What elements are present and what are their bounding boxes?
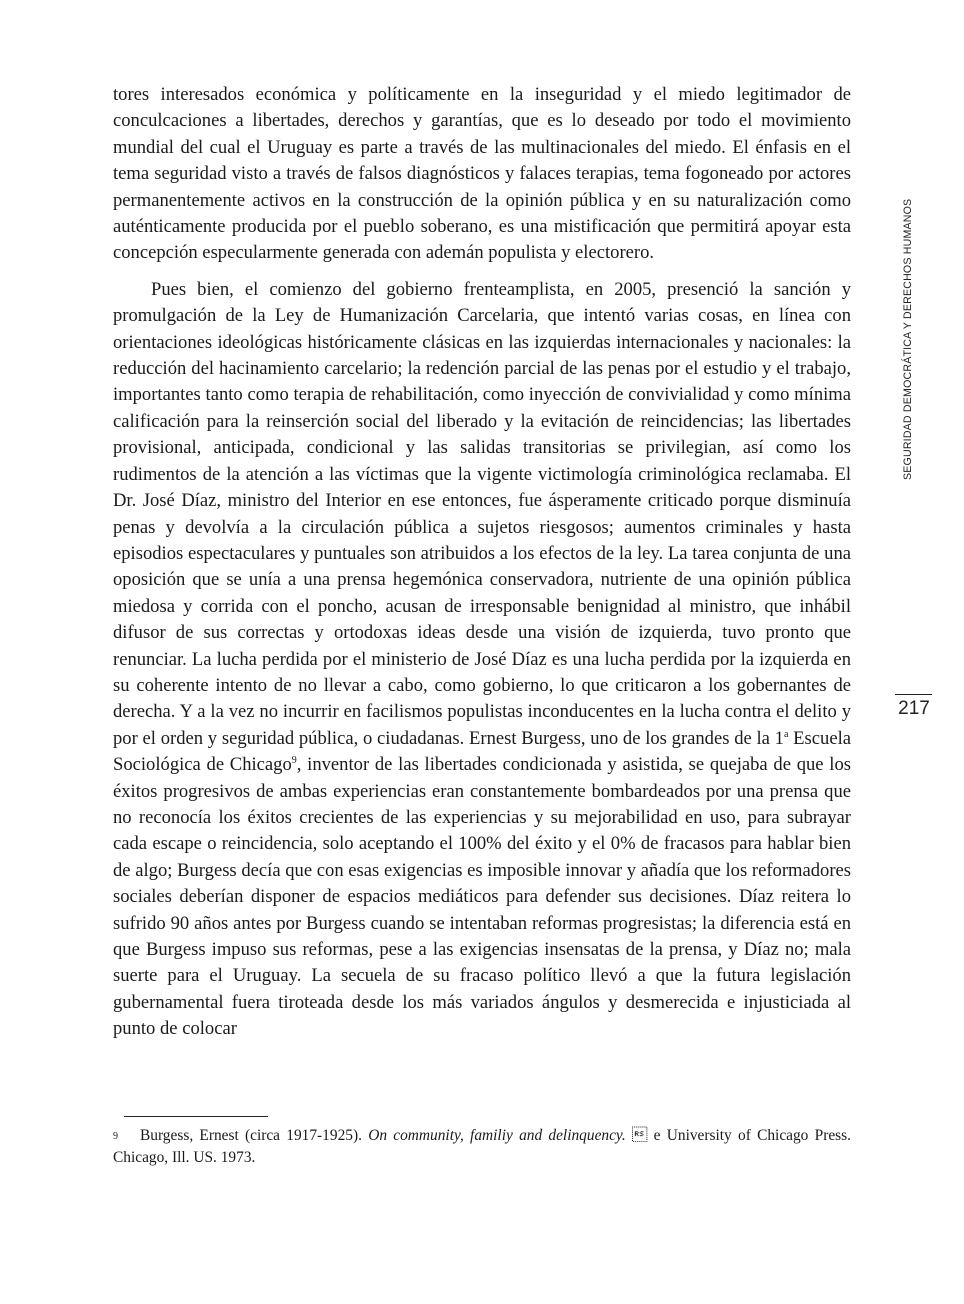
page-number: 217 [898,698,930,719]
paragraph-2 [113,277,851,1043]
footnote-title: On community, familiy and delinquency. [368,1127,626,1144]
footnote-rule [124,1116,268,1117]
footnote [113,1125,851,1169]
footnote-text-a: Burgess, Ernest (circa 1917-1925). [140,1127,369,1144]
footnote-text-b: e University of Chicago Press. Chicago, Ill. US. 1973. [113,1127,851,1166]
running-head: SEGURIDAD DEMOCRÁTICA Y DERECHOS HUMANOS [902,198,914,480]
paragraph-2-text-c: , inventor de las libertades condicionada y asistida, se quejaba de que los éxitos progresivos de ambas experiencias eran constantemente bombardeados por una prensa que no reconocía los éxitos crecientes de las experiencias y su mejorabilidad en uso, para subrayar cada escape o reincidencia, solo aceptando el 100% del éxito y el 0% de fracasos para hablar bien de algo; Burgess decía que con esas exigencias es imposible innovar y añadía que los reformadores sociales deberían disponer de espacios mediáticos para defender sus decisiones. Díaz reitera lo sufrido 90 años antes por Burgess cuando se intentaban reformas progresistas; la diferencia está en que Burgess impuso sus reformas, pese a las exigencias insensatas de la prensa, y Díaz no; mala suerte para el Uruguay. La secuela de su fracaso político llevó a que la futura legislación gubernamental fuera tiroteada desde los más variados ángulos y desmerecida e injusticiada al punto de colocar [113,754,851,1040]
main-text [113,82,851,1043]
footnote-reference[interactable]: 9 [291,754,297,766]
paragraph-1: tores interesados económica y políticamente en la inseguridad y el miedo legitimador de conculcaciones a libertades, derechos y garantías, que es lo deseado por todo el movimiento mundial del cual el Uruguay es parte a través de las multinacionales del miedo. El énfasis en el tema seguridad visto a través de falsos diagnósticos y falaces terapias, tema fogoneado por actores permanentemente activos en la construcción de la opinión pública y en su naturalización como auténticamente producida por el pueblo soberano, es una mistificación que permitirá apoyar esta concepción especularmente generada con ademán populista y electorero. [113,84,851,264]
paragraph-2-text-b: Escuela Sociológica de Chicago [113,727,852,776]
footnote-mark: 9 [113,1131,118,1142]
page-number-rule [895,694,932,695]
paragraph-2-text-a: Pues bien, el comienzo del gobierno frenteamplista, en 2005, presenció la sanción y promulgación de la Ley de Humanización Carcelaria, que intentó varias cosas, en línea con orientaciones ideológicas históricamente clásicas en las izquierdas internacionales y nacionales: la reducción del hacinamiento carcelario; la redención parcial de las penas por el estudio y el trabajo, importantes tanto como terapia de rehabilitación, como inyección de convivialidad y como mínima calificación para la reinserción social del liberado y la evitación de reincidencias; las libertades provisional, anticipada, condicional y las salidas transitorias se privilegian, así como los rudimentos de la atención a las víctimas que la vigente victimología criminológica reclamaba. El Dr. José Díaz, ministro del Interior en ese entonces, fue ásperamente criticado porque disminuía penas y devolvía a la circulación pública a sujetos riesgosos; aumentos criminales y hasta episodios espectaculares y puntuales son atribuidos a los efectos de la ley. La tarea conjunta de una oposición que se unía a una prensa hegemónica conservadora, nutriente de una opinión pública miedosa y corrida con el poncho, acusan de irresponsable benignidad al ministro, que inhábil difusor de sus correctas y ortodoxas ideas desde una visión de izquierda, tuvo pronto que renunciar. La lucha perdida por el ministerio de José Díaz es una lucha perdida por la izquierda en su coherente intento de no llevar a cabo, como gobierno, lo que criticaron a los gobernantes de derecha. Y a la vez no incurrir en facilismos populistas inconducentes en la lucha contra el delito y por el orden y seguridad pública, o ciudadanas. Ernest Burgess, uno de los grandes de la 1 [113,278,851,749]
ordinal-superscript: a [783,728,789,740]
